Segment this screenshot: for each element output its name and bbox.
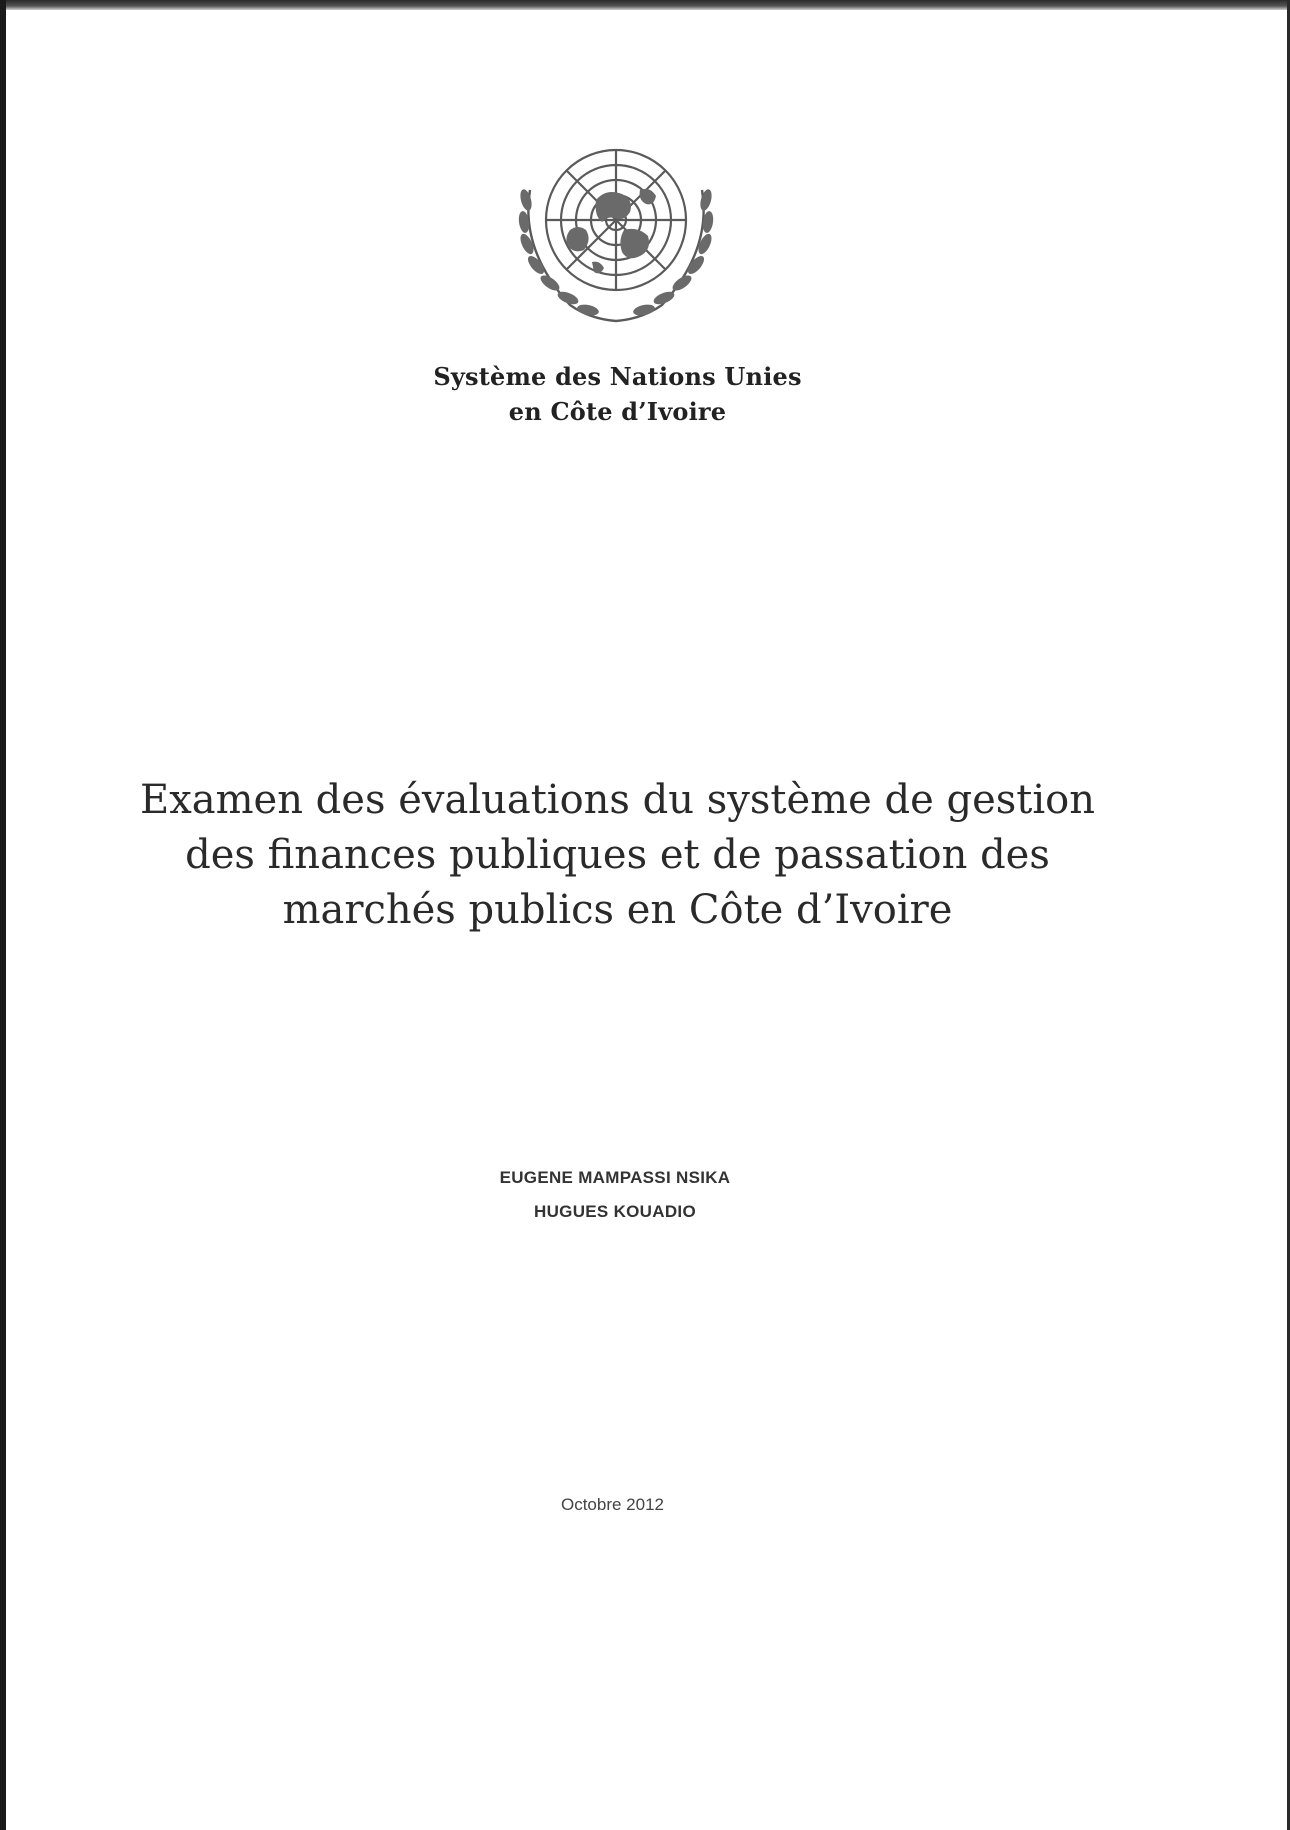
organization-country: en Côte d’Ivoire xyxy=(508,397,727,426)
organization-name: Système des Nations Unies xyxy=(433,362,802,391)
document-title-line-2: des finances publiques et de passation des xyxy=(185,832,1050,878)
author-name: EUGENE MAMPASSI NSIKA xyxy=(499,1168,731,1187)
page-top-edge xyxy=(0,0,1290,10)
author-name: HUGUES KOUADIO xyxy=(534,1202,696,1221)
document-title-line-1: Examen des évaluations du système de gestion xyxy=(140,777,1095,823)
publication-date: Octobre 2012 xyxy=(560,1495,664,1514)
document-title-line-3: marchés publics en Côte d’Ivoire xyxy=(282,887,953,933)
united-nations-emblem-icon xyxy=(500,130,732,330)
